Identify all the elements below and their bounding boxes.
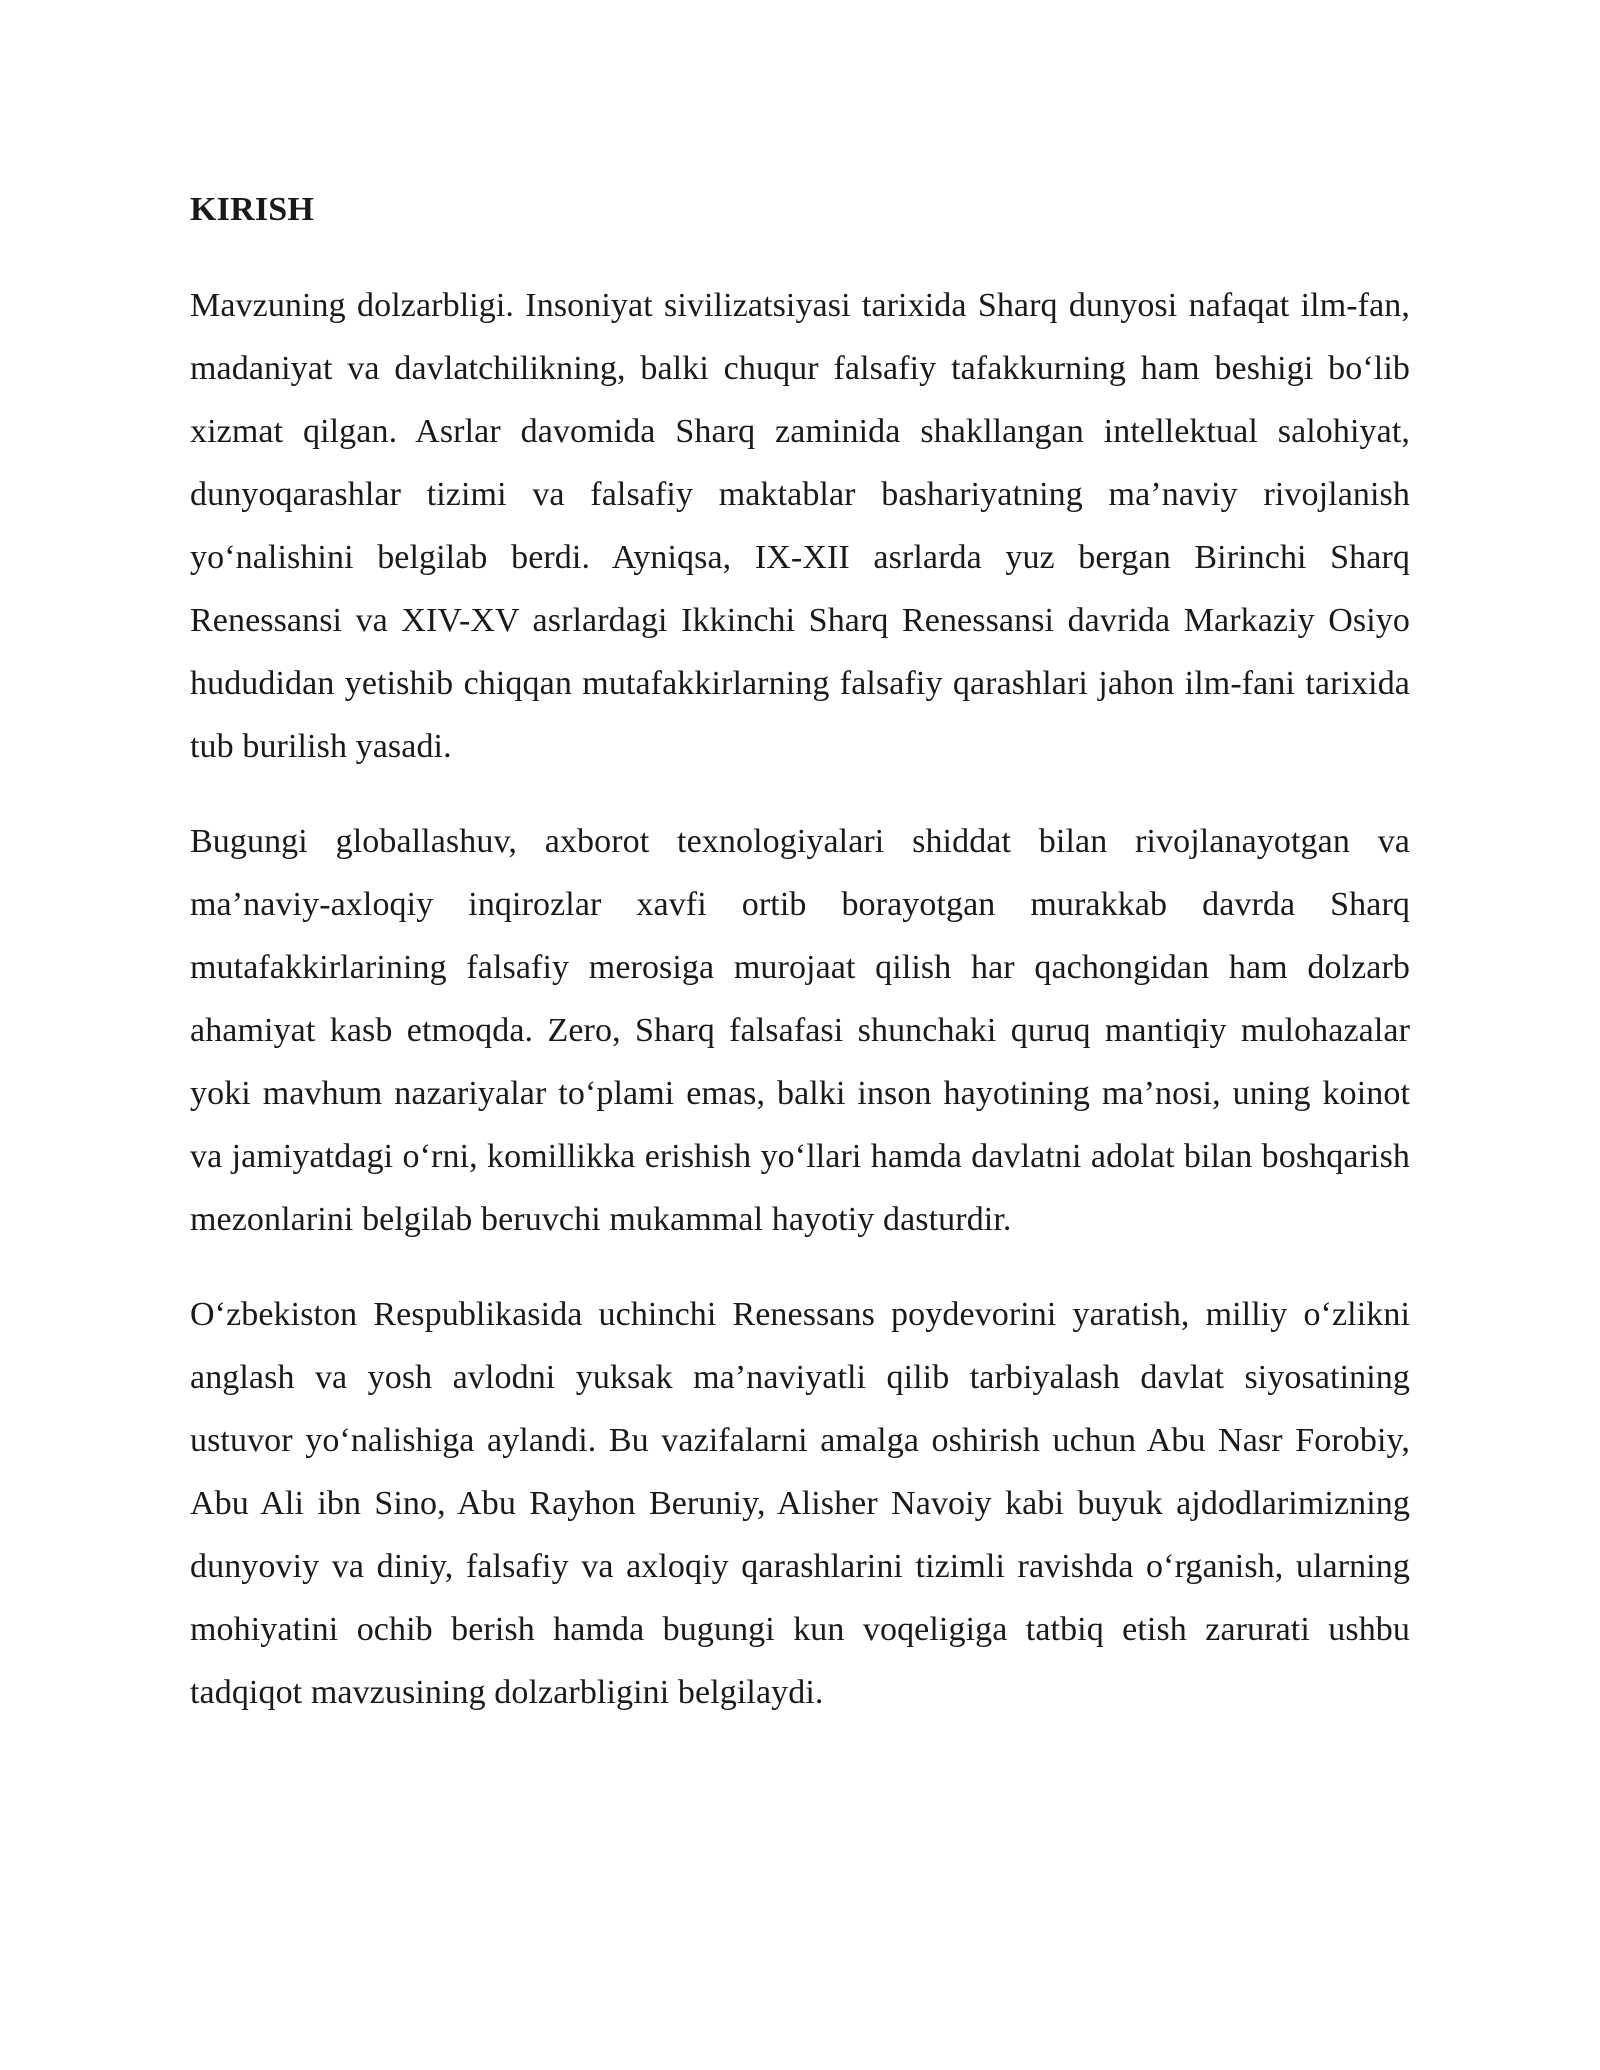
paragraph-relevance: Mavzuning dolzarbligi. Insoniyat sivilizatsiyasi tarixida Sharq dunyosi nafaqat ilm-fan, madaniyat va davlatchilikning, balki chuqur falsafiy tafakkurning ham beshigi bo‘lib xizmat qilgan. Asrlar davomida Sharq zaminida shakllangan intellektual salohiyat, dunyoqarashlar tizimi va falsafiy maktablar bashariyatning ma’naviy rivojlanish yo‘nalishini belgilab berdi. Ayniqsa, IX-XII asrlarda yuz bergan Birinchi Sharq Renessansi va XIV-XV asrlardagi Ikkinchi Sharq Renessansi davrida Markaziy Osiyo hududidan yetishib chiqqan mutafakkirlarning falsafiy qarashlari jahon ilm-fani tarixida tub burilish yasadi.	[190, 287, 1410, 765]
section-heading: KIRISH	[190, 191, 315, 228]
paragraph-globalization: Bugungi globallashuv, axborot texnologiyalari shiddat bilan rivojlanayotgan va ma’naviy-axloqiy inqirozlar xavfi ortib borayotgan murakkab davrda Sharq mutafakkirlarining falsafiy merosiga murojaat qilish har qachongidan ham dolzarb ahamiyat kasb etmoqda. Zero, Sharq falsafasi shunchaki quruq mantiqiy mulohazalar yoki mavhum nazariyalar to‘plami emas, balki inson hayotining ma’nosi, uning koinot va jamiyatdagi o‘rni, komillikka erishish yo‘llari hamda davlatni adolat bilan boshqarish mezonlarini belgilab beruvchi mukammal hayotiy dasturdir.	[190, 823, 1410, 1238]
document-page	[190, 190, 1410, 1756]
paragraph-uzbekistan: O‘zbekiston Respublikasida uchinchi Renessans poydevorini yaratish, milliy o‘zlikni anglash va yosh avlodni yuksak ma’naviyatli qilib tarbiyalash davlat siyosatining ustuvor yo‘nalishiga aylandi. Bu vazifalarni amalga oshirish uchun Abu Nasr Forobiy, Abu Ali ibn Sino, Abu Rayhon Beruniy, Alisher Navoiy kabi buyuk ajdodlarimizning dunyoviy va diniy, falsafiy va axloqiy qarashlarini tizimli ravishda o‘rganish, ularning mohiyatini ochib berish hamda bugungi kun voqeligiga tatbiq etish zarurati ushbu tadqiqot mavzusining dolzarbligini belgilaydi.	[190, 1296, 1410, 1711]
